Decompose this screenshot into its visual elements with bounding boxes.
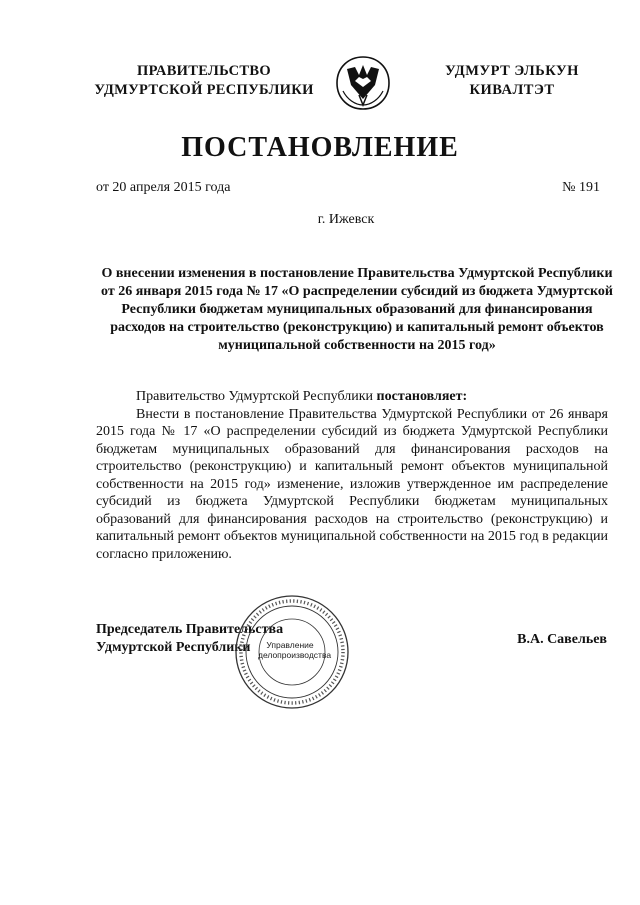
stamp-line1: Управление xyxy=(266,640,314,650)
intro-text: Правительство Удмуртской Республики xyxy=(136,389,377,404)
document-body xyxy=(96,388,608,563)
header-left-line1: ПРАВИТЕЛЬСТВО xyxy=(137,63,271,79)
header-right xyxy=(424,62,600,100)
intro-bold: постановляет: xyxy=(376,389,468,404)
signature-name: В.А. Савельев xyxy=(517,632,607,647)
signature-position-line1: Председатель Правительства xyxy=(96,622,284,637)
document-date: от 20 апреля 2015 года xyxy=(96,180,231,195)
signature-position-line2: Удмуртской Республики xyxy=(96,640,251,655)
header-left-line2: УДМУРТСКОЙ РЕСПУБЛИКИ xyxy=(94,82,314,98)
intro-paragraph xyxy=(96,388,608,406)
header-left xyxy=(88,62,320,100)
document-number: № 191 xyxy=(562,180,600,195)
main-paragraph: Внести в постановление Правительства Удмуртской Республики от 26 января 2015 года № 17 «О распределении субсидий из бюджета Удмуртской Республики бюджетам муниципальных образований для финансирования расходов на строительство (реконструкцию) и капитальный ремонт объектов муниципальной собственности на 2015 год» изменение, изложив утвержденное им распределение субсидий из бюджета Удмуртской Республики бюджетам муниципальных образований для финансирования расходов на строительство (реконструкцию) и капитальный ремонт объектов муниципальной собственности на 2015 год в редакции согласно приложению. xyxy=(96,406,608,562)
document-heading: О внесении изменения в постановление Правительства Удмуртской Республики от 26 января 2015 года № 17 «О распределении субсидий из бюджета Удмуртской Республики бюджетам муниципальных образований для финансирования расходов на строительство (реконструкцию) и капитальный ремонт объектов муниципальной собственности на 2015 год» xyxy=(101,266,613,353)
stamp-line2: делопроизводства xyxy=(258,650,332,660)
document-title: ПОСТАНОВЛЕНИЕ xyxy=(181,132,459,163)
stamp-text xyxy=(258,640,332,660)
document-city: г. Ижевск xyxy=(317,212,375,227)
header-right-line2: КИВАЛТЭТ xyxy=(469,82,555,98)
header-right-line1: УДМУРТ ЭЛЬКУН xyxy=(445,63,579,79)
udmurt-coat-of-arms-icon xyxy=(333,55,393,111)
